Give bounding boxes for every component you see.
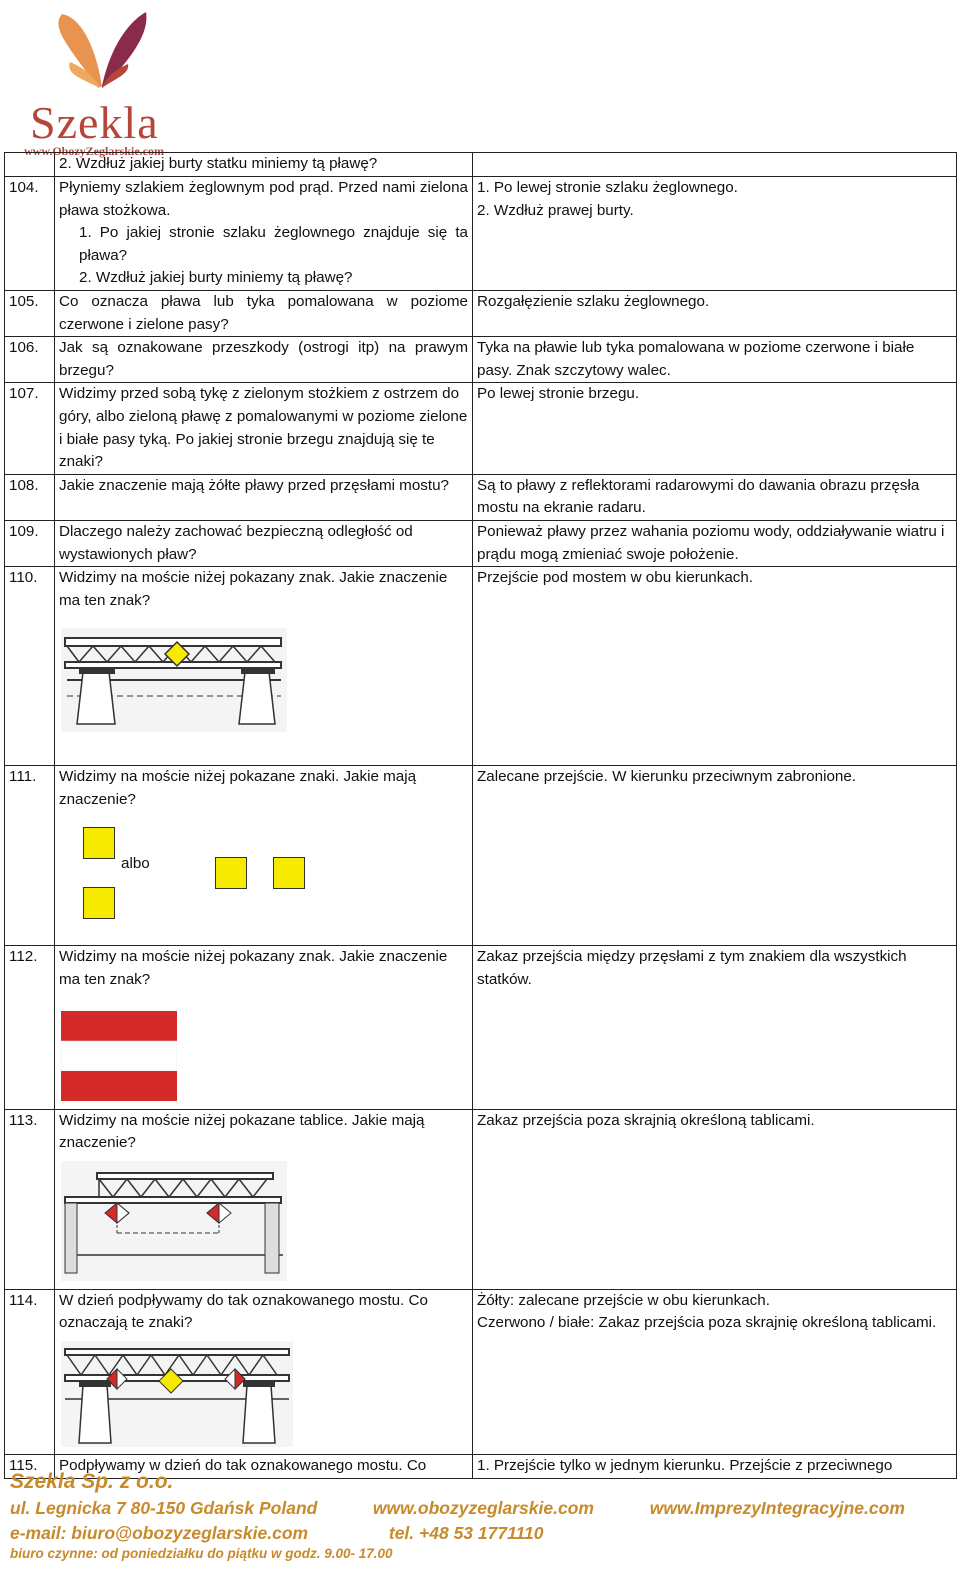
yellow-square-icon bbox=[215, 857, 247, 889]
question-text: Widzimy na moście niżej pokazane znaki. Jakie mają znaczenie? bbox=[59, 768, 417, 808]
yellow-square-icon bbox=[83, 827, 115, 859]
question-number: 114. bbox=[5, 1289, 55, 1455]
question-text: Jak są oznakowane przeszkody (ostrogi itp) na prawym brzegu? bbox=[55, 337, 473, 383]
question-text: Dlaczego należy zachować bezpieczną odległość od wystawionych pław? bbox=[55, 520, 473, 566]
answer-line: Czerwono / białe: Zakaz przejścia poza skrajnię określoną tablicami. bbox=[477, 1314, 937, 1332]
question-subitem: 1. Po jakiej stronie szlaku żeglownego znajduje się ta pława? bbox=[79, 224, 468, 264]
table-row bbox=[5, 946, 957, 1110]
question-number: 105. bbox=[5, 290, 55, 336]
table-row bbox=[5, 1289, 957, 1455]
question-number: 112. bbox=[5, 946, 55, 1110]
answer-text: Przejście pod mostem w obu kierunkach. bbox=[473, 567, 957, 766]
answer-text: Tyka na pławie lub tyka pomalowana w poziome czerwone i białe pasy. Znak szczytowy walec. bbox=[473, 337, 957, 383]
qa-table bbox=[4, 152, 957, 1479]
footer-phone: tel. +48 53 1771110 bbox=[388, 1523, 544, 1543]
question-number: 106. bbox=[5, 337, 55, 383]
bridge-yellow-diamond-figure bbox=[61, 628, 287, 732]
answer-text: Ponieważ pławy przez wahania poziomu wody, oddziaływanie wiatru i prądu mogą zmieniać swoje położenie. bbox=[473, 520, 957, 566]
question-text: Widzimy na moście niżej pokazany znak. Jakie znaczenie ma ten znak? bbox=[59, 948, 448, 988]
question-text: Widzimy na moście niżej pokazane tablice. Jakie mają znaczenie? bbox=[59, 1111, 425, 1152]
question-number: 110. bbox=[5, 567, 55, 766]
answer-text: Zalecane przejście. W kierunku przeciwnym zabronione. bbox=[473, 766, 957, 946]
page-footer bbox=[10, 1470, 950, 1561]
answer-text: Rozgałęzienie szlaku żeglownego. bbox=[473, 290, 957, 336]
question-subitem: 2. Wzdłuż jakiej burty miniemy tą pławę? bbox=[79, 269, 353, 287]
yellow-square-icon bbox=[273, 857, 305, 889]
question-text: Płyniemy szlakiem żeglownym pod prąd. Przed nami zielona pława stożkowa. bbox=[59, 179, 468, 219]
logo-wordmark: Szekla bbox=[30, 97, 159, 148]
question-text: 2. Wzdłuż jakiej burty statku miniemy tą pławę? bbox=[59, 155, 378, 172]
question-number: 108. bbox=[5, 474, 55, 520]
footer-link-obozy[interactable]: www.obozyzeglarskie.com bbox=[372, 1498, 594, 1518]
answer-text: Zakaz przejścia poza skrajnią określoną tablicami. bbox=[473, 1109, 957, 1289]
answer-text: Zakaz przejścia między przęsłami z tym znakiem dla wszystkich statków. bbox=[473, 946, 957, 1110]
question-text: Widzimy na moście niżej pokazany znak. Jakie znaczenie ma ten znak? bbox=[59, 569, 448, 609]
butterfly-logo-icon bbox=[10, 8, 190, 108]
answer-text: Po lewej stronie brzegu. bbox=[473, 383, 957, 474]
bridge-combined-signs-figure bbox=[61, 1341, 293, 1447]
footer-link-imprezy[interactable]: www.ImprezyIntegracyjne.com bbox=[649, 1498, 905, 1518]
answer-line: Żółty: zalecane przejście w obu kierunkach. bbox=[477, 1291, 770, 1309]
yellow-squares-figure bbox=[59, 811, 468, 921]
logo-url: www.ObozyZeglarskie.com bbox=[24, 144, 164, 158]
table-row bbox=[5, 177, 957, 291]
footer-email[interactable]: e-mail: biuro@obozyzeglarskie.com bbox=[10, 1523, 309, 1543]
question-number: 109. bbox=[5, 520, 55, 566]
answer-line: 1. Po lewej stronie szlaku żeglownego. bbox=[477, 179, 738, 196]
question-number bbox=[5, 153, 55, 177]
question-text: Widzimy przed sobą tykę z zielonym stożkiem z ostrzem do góry, albo zieloną pławę z pomalowanymi w poziome zielone i białe pasy tyką. Po jakiej stronie brzegu znajdują się te znaki? bbox=[55, 383, 473, 474]
answer-line: 2. Wzdłuż prawej burty. bbox=[477, 201, 634, 219]
question-number: 107. bbox=[5, 383, 55, 474]
bridge-red-white-boards-figure bbox=[61, 1161, 287, 1281]
answer-text bbox=[473, 153, 957, 177]
table-row bbox=[5, 766, 957, 946]
footer-address: ul. Legnicka 7 80-150 Gdańsk Poland bbox=[10, 1498, 318, 1518]
table-row bbox=[5, 153, 957, 177]
table-row bbox=[5, 567, 957, 766]
question-text: Co oznacza pława lub tyka pomalowana w poziome czerwone i zielone pasy? bbox=[55, 290, 473, 336]
table-row bbox=[5, 383, 957, 474]
albo-label: albo bbox=[121, 855, 150, 873]
yellow-square-icon bbox=[83, 887, 115, 919]
table-row bbox=[5, 290, 957, 336]
question-number: 115. bbox=[5, 1455, 55, 1479]
question-number: 104. bbox=[5, 177, 55, 291]
table-row bbox=[5, 337, 957, 383]
footer-hours: biuro czynne: od poniedziałku do piątku w godz. 9.00- 17.00 bbox=[10, 1546, 393, 1561]
question-text: W dzień podpływamy do tak oznakowanego mostu. Co oznaczają te znaki? bbox=[59, 1291, 428, 1332]
question-text: Jakie znaczenie mają żółte pławy przed przęsłami mostu? bbox=[55, 474, 473, 520]
question-text: Podpływamy w dzień do tak oznakowanego mostu. Co bbox=[55, 1455, 473, 1479]
table-row bbox=[5, 1109, 957, 1289]
company-logo bbox=[10, 8, 190, 158]
answer-text: 1. Przejście tylko w jednym kierunku. Przejście z przeciwnego bbox=[473, 1455, 957, 1479]
footer-company: Szekla Sp. z o.o. bbox=[10, 1470, 174, 1493]
table-row bbox=[5, 474, 957, 520]
answer-text: Są to pławy z reflektorami radarowymi do dawania obrazu przęsła mostu na ekranie radaru. bbox=[473, 474, 957, 520]
question-number: 111. bbox=[5, 766, 55, 946]
question-number: 113. bbox=[5, 1109, 55, 1289]
table-row bbox=[5, 520, 957, 566]
red-white-red-sign-icon bbox=[61, 1011, 177, 1101]
